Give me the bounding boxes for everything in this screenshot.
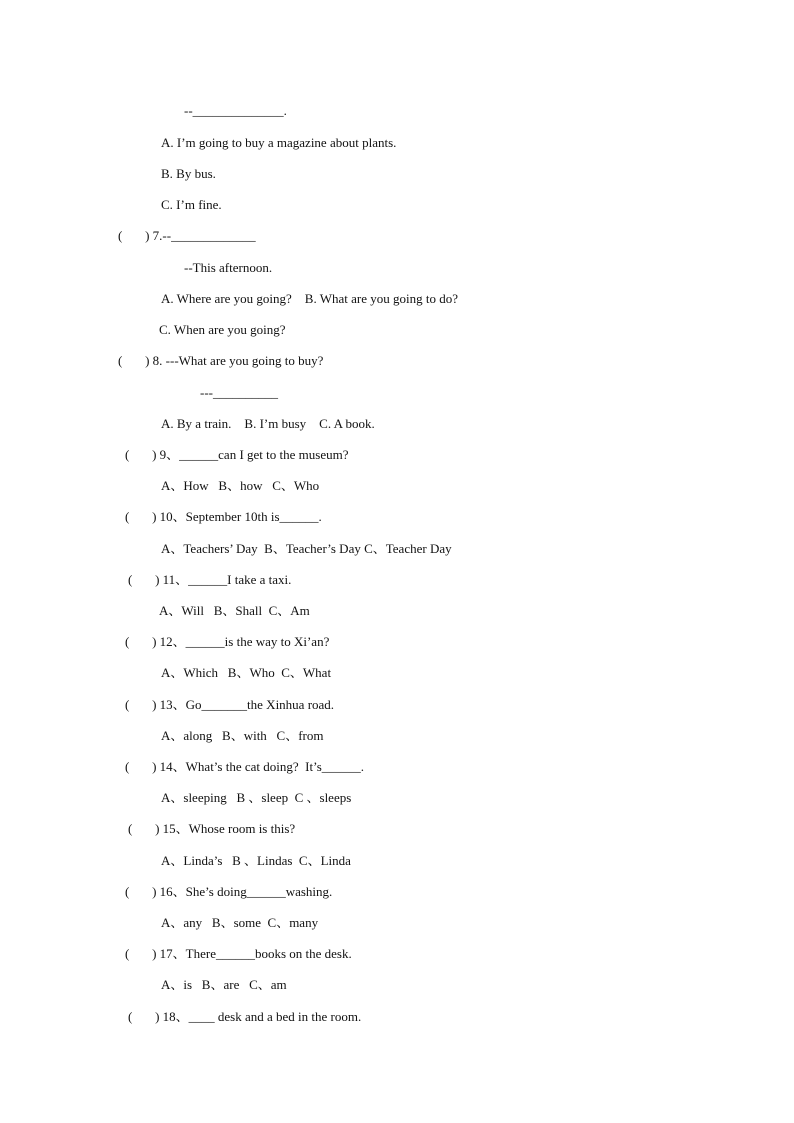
q18-question: ( ) 18、____ desk and a bed in the room.	[128, 1009, 362, 1024]
q9-options: A、How B、how C、Who	[161, 478, 320, 493]
q16-question: ( ) 16、She’s doing______washing.	[125, 884, 333, 899]
q11-options: A、Will B、Shall C、Am	[159, 603, 310, 618]
q17-options: A、is B、are C、am	[161, 977, 287, 992]
q7-options-ab: A. Where are you going? B. What are you going to do?	[161, 291, 458, 306]
q12-question: ( ) 12、______is the way to Xi’an?	[125, 634, 330, 649]
q6-option-a: A. I’m going to buy a magazine about plants.	[161, 135, 397, 150]
q17-question: ( ) 17、There______books on the desk.	[125, 946, 352, 961]
q13-question: ( ) 13、Go_______the Xinhua road.	[125, 697, 335, 712]
q6-option-b: B. By bus.	[161, 166, 216, 181]
q15-options: A、Linda’s B 、Lindas C、Linda	[161, 853, 351, 868]
q6-answer-blank: --______________.	[184, 103, 287, 118]
q11-question: ( ) 11、______I take a taxi.	[128, 572, 292, 587]
q14-question: ( ) 14、What’s the cat doing? It’s______.	[125, 759, 365, 774]
q15-question: ( ) 15、Whose room is this?	[128, 821, 296, 836]
q7-question: ( ) 7.--_____________	[118, 228, 256, 243]
q7-answer: --This afternoon.	[184, 260, 273, 275]
q14-options: A、sleeping B 、sleep C 、sleeps	[161, 790, 352, 805]
q8-answer-blank: ---__________	[200, 385, 278, 400]
q16-options: A、any B、some C、many	[161, 915, 319, 930]
q9-question: ( ) 9、______can I get to the museum?	[125, 447, 349, 462]
q6-option-c: C. I’m fine.	[161, 197, 222, 212]
q8-question: ( ) 8. ---What are you going to buy?	[118, 353, 324, 368]
q10-options: A、Teachers’ Day B、Teacher’s Day C、Teacher Day	[161, 541, 452, 556]
q13-options: A、along B、with C、from	[161, 728, 324, 743]
q12-options: A、Which B、Who C、What	[161, 665, 332, 680]
q10-question: ( ) 10、September 10th is______.	[125, 509, 322, 524]
q8-options: A. By a train. B. I’m busy C. A book.	[161, 416, 375, 431]
q7-option-c: C. When are you going?	[159, 322, 286, 337]
